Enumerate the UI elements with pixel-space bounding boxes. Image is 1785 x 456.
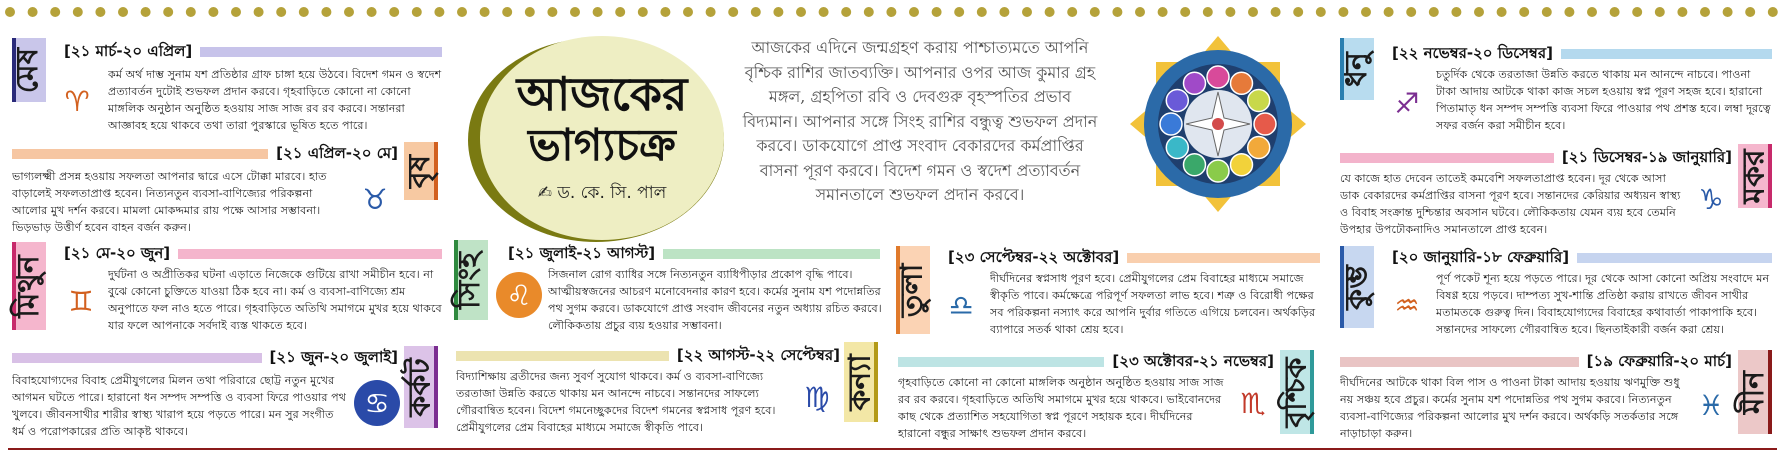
border-dot (999, 7, 1009, 17)
sign-bar-kumbha (1577, 253, 1772, 263)
border-dot (141, 7, 151, 17)
border-dot (1361, 7, 1371, 17)
wheel-sign-disc (1166, 90, 1188, 112)
border-dot (615, 7, 625, 17)
border-dot (457, 7, 467, 17)
wheel-sign-disc (1207, 160, 1229, 182)
sign-date-kanya: [২২ আগস্ট-২২ সেপ্টেম্বর] (676, 345, 840, 364)
pen-icon: ✍ (537, 183, 552, 203)
gemini-icon: ♊ (68, 284, 94, 318)
border-dot (1542, 7, 1552, 17)
border-dot (547, 7, 557, 17)
sign-date-brish: [২১ এপ্রিল-২০ মে] (276, 143, 398, 162)
sign-date-dhanu: [২২ নভেম্বর-২০ ডিসেম্বর] (1392, 43, 1553, 62)
border-dot (1203, 7, 1213, 17)
border-dot (1384, 7, 1394, 17)
dotted-border (0, 4, 1785, 20)
sign-date-meen: [১৯ ফেব্রুয়ারি-২০ মার্চ] (1586, 351, 1732, 370)
sign-tab-karkat: কর্কট (404, 346, 438, 428)
title-disc (480, 36, 724, 240)
border-dot (796, 7, 806, 17)
sign-date-karkat: [২১ জুন-২০ জুলাই] (269, 347, 398, 366)
sign-bar-meen (1340, 357, 1579, 367)
sign-header-tula (948, 248, 1320, 268)
border-dot (1700, 7, 1710, 17)
border-dot (412, 7, 422, 17)
border-dot (1406, 7, 1416, 17)
author-byline (538, 180, 667, 208)
border-dot (50, 7, 60, 17)
sign-date-tula: [২৩ সেপ্টেম্বর-২২ অক্টোবর] (948, 247, 1120, 266)
border-dot (1587, 7, 1597, 17)
page-title-line1: আজকের (516, 67, 688, 121)
aquarius-icon: ♒ (1394, 288, 1420, 322)
sign-date-mesh: [২১ মার্চ-২০ এপ্রিল] (64, 41, 193, 60)
border-dot (660, 7, 670, 17)
border-dot (683, 7, 693, 17)
border-dot (1677, 7, 1687, 17)
border-dot (5, 7, 15, 17)
sign-tab-brishchik: বৃশ্চিক (1280, 350, 1314, 434)
sign-tab-makar: মকর (1738, 144, 1772, 208)
border-dot (1497, 7, 1507, 17)
sign-bar-karkat (12, 353, 262, 363)
sign-header-karkat (12, 348, 398, 368)
border-dot (1655, 7, 1665, 17)
sign-header-kumbha (1392, 248, 1772, 268)
sign-date-mithun: [২১ মে-২০ জুন] (64, 243, 171, 262)
wheel-sign-disc (1254, 113, 1276, 135)
sign-header-kanya (456, 346, 840, 366)
sign-tab-tula: তুলা (896, 246, 930, 334)
scorpio-icon: ♏ (1240, 386, 1266, 420)
border-dot (321, 7, 331, 17)
sign-text-mithun: দুর্ঘটনা ও অপ্রীতিকর ঘটনা এড়াতে নিজেকে গুটিয়ে রাখা সমীচীন হবে। না বুঝে কোনো চুক্তিতে যাওয়া ঠিক হবে না। কর্ম ও ব্যবসা-বাণিজ্যে শ্রম অনুপাতে ফল নাও হতে পারে। গৃহবাড়িতে অতিথি সমাগমে মুখর হয়ে থাকবে যার ফলে আপনাকে সর্বদাই ব্যস্ত থাকতে হবে। (108, 268, 442, 332)
border-dot (1022, 7, 1032, 17)
border-dot (954, 7, 964, 17)
border-dot (480, 7, 490, 17)
border-dot (276, 7, 286, 17)
border-dot (593, 7, 603, 17)
border-dot (1271, 7, 1281, 17)
border-dot (389, 7, 399, 17)
wheel-sign-disc (1184, 154, 1206, 176)
taurus-icon: ♉ (362, 182, 388, 216)
border-dot (525, 7, 535, 17)
sign-bar-brishchik (898, 357, 1104, 367)
pisces-icon: ♓ (1698, 388, 1724, 422)
sign-tab-dhanu: ধনু (1340, 38, 1374, 100)
sign-text-dhanu: চতুর্দিক থেকে তরতাজা উন্নতি করতে থাকায় মন আনন্দে নাচবে। পাওনা টাকা আদায় আটকে থাকা কাজ সচল হওয়ায় স্বপ্ন পূরণ সহজ হবে। হারানো পিতামাতৃ ধন সম্পদ সম্পত্তি ব্যবসা ফিরে পাওয়ার পথ প্রশস্ত হবে। লম্বা দূরত্বে সফর বর্জন করা সমীচীন হবে। (1436, 68, 1771, 132)
wheel-sign-disc (1166, 137, 1188, 159)
border-dot (208, 7, 218, 17)
border-dot (1225, 7, 1235, 17)
leo-icon: ♌ (496, 272, 542, 318)
border-dot (254, 7, 264, 17)
wheel-sign-disc (1160, 113, 1182, 135)
border-dot (1112, 7, 1122, 17)
border-dot (367, 7, 377, 17)
sign-tab-mesh: মেষ (12, 38, 46, 102)
sign-header-meen (1340, 352, 1732, 372)
sign-text-tula: দীর্ঘদিনের স্বপ্নসাধ পূরণ হবে। প্রেমীযুগলের প্রেম বিবাহের মাধ্যমে সমাজে স্বীকৃতি পাবে। কর্মক্ষেত্রে পরিপূর্ণ সফলতা লাভ হবে। শত্রু ও বিরোধী পক্ষের সব পরিকল্পনা নস্যাৎ করে আপনি দুর্বার গতিতে এগিয়ে চলবেন। অর্থকড়ির ব্যাপারে সতর্ক থাকা শ্রেয় হবে। (990, 272, 1316, 336)
virgo-icon: ♍ (804, 380, 830, 414)
border-dot (1564, 7, 1574, 17)
cancer-icon: ♋ (354, 380, 400, 426)
border-dot (909, 7, 919, 17)
sign-bar-mesh (200, 47, 442, 57)
border-dot (1451, 7, 1461, 17)
libra-icon: ♎ (948, 288, 974, 322)
border-dot (1474, 7, 1484, 17)
border-dot (1429, 7, 1439, 17)
sign-bar-mithun (178, 249, 442, 259)
border-dot (231, 7, 241, 17)
border-dot (1610, 7, 1620, 17)
border-dot (1045, 7, 1055, 17)
sagittarius-icon: ♐ (1394, 86, 1420, 120)
border-dot (1067, 7, 1077, 17)
intro-paragraph: আজকের এদিনে জন্মগ্রহণ করায় পাশ্চাত্যমতে আপনি বৃশ্চিক রাশির জাতব্যক্তি। আপনার ওপর আজ কুমার গ্রহ মঙ্গল, গ্রহপিতা রবি ও দেবগুরু বৃহস্পতির প্রভাব বিদ্যমান। আপনার সঙ্গে সিংহ রাশির বন্ধুত্ব শুভফল প্রদান করবে। ডাকযোগে প্রাপ্ত সংবাদ বেকারদের কর্মপ্রাপ্তির বাসনা পূরণ করবে। বিদেশ গমন ও স্বদেশ প্রত্যাবর্তন সমানতালে শুভফল প্রদান করবে। (742, 38, 1098, 204)
border-dot (186, 7, 196, 17)
sign-header-mesh (64, 42, 442, 62)
sign-header-singha (508, 244, 880, 264)
border-dot (751, 7, 761, 17)
border-dot (1316, 7, 1326, 17)
sign-bar-kanya (456, 351, 669, 361)
border-dot (1632, 7, 1642, 17)
sign-text-kumbha: পূর্ণ পকেট শূন্য হয়ে পড়তে পারে। দূর থেকে আসা কোনো অপ্রিয় সংবাদে মন বিষণ্ণ হয়ে পড়বে। দাম্পত্য সুখ-শান্তি প্রতিষ্ঠা করায় রাখতে জীবন সাথীর মতামতকে গুরুত্ব দিন। বিবাহযোগ্যদের বিবাহের কথাবার্তা পাকাপাকি হবে। সন্তানদের সাফল্যে গৌরবান্বিত হবে। ছিনতাইকারী বর্জন করা শ্রেয়। (1436, 272, 1770, 336)
sign-tab-kanya: কন্যা (844, 342, 878, 422)
sign-header-brish (12, 144, 398, 164)
sign-header-dhanu (1392, 44, 1772, 64)
border-dot (977, 7, 987, 17)
sign-tab-brish: বৃষ (404, 142, 438, 200)
border-dot (819, 7, 829, 17)
sign-text-makar: যে কাজে হাত দেবেন তাতেই কমবেশি সফলতাপ্রাপ্ত হবেন। দূর থেকে আসা ডাক বেকারদের কর্মপ্রাপ্তির বাসনা পূরণ হবে। সন্তানদের কেরিয়ার অধ্যয়ন স্বাস্থ্য ও বিবাহ সংক্রান্ত দুশ্চিন্তার অবসান ঘটবে। লৌকিকতায় যেমন ব্যয় হবে তেমনি উপহার উপঢৌকনাদিও সমানতালে প্রাপ্ত হবেন। (1340, 172, 1681, 236)
sign-text-mesh: কর্ম অর্থ দাম্ভ সুনাম যশ প্রতিষ্ঠার গ্রাফ চাঙ্গা হয়ে উঠবে। বিদেশ গমন ও স্বদেশ প্রত্যাবর্তন দুটোই শুভফল প্রদান করবে। গৃহবাড়িতে কোনো না কোনো মাঙ্গলিক অনুষ্ঠান অনুষ্ঠিত হওয়ায় সাজ সাজ রব রব করবে। সন্তানরা আজ্ঞাবহ হয়ে থাকবে তথা তারা পুরস্কারে ভূষিত হতে পারে। (108, 68, 442, 132)
border-dot (163, 7, 173, 17)
sign-text-meen: দীর্ঘদিনের আটকে থাকা বিল পাস ও পাওনা টাকা আদায় হওয়ায় ঋণমুক্তি শুধু নয় সঞ্চয় হবে প্রচুর। কর্মের সুনাম যশ পদোন্নতির পথ সুগম করবে। নিত্যনতুন ব্যবসা-বাণিজ্যের পরিকল্পনা আলোর মুখ দর্শন করবে। অর্থকড়ি সতর্কতার সঙ্গে নাড়াচাড়া করুন। (1340, 376, 1680, 440)
border-dot (1338, 7, 1348, 17)
bottom-rule (8, 448, 1777, 450)
border-dot (932, 7, 942, 17)
wheel-sign-disc (1248, 90, 1270, 112)
sign-header-makar (1340, 148, 1732, 168)
wheel-sign-disc (1231, 72, 1253, 94)
border-dot (1745, 7, 1755, 17)
wheel-sign-disc (1184, 72, 1206, 94)
sign-text-brish: ভাগ্যলক্ষ্মী প্রসন্ন হওয়ায় সফলতা আপনার দ্বারে এসে টোক্কা মারবে। হাত বাড়ালেই সফলতাপ্রাপ্ত হবেন। নিত্যনতুন ব্যবসা-বাণিজ্যের পরিকল্পনা আলোর মুখ দর্শন করবে। মামলা মোকদ্দমার রায় পক্ষে আসার সম্ভাবনা। ভিড়ভাড় উত্তীর্ণ হবেন বাহন বর্জন করুন। (12, 170, 327, 234)
sign-date-kumbha: [২০ জানুয়ারি-১৮ ফেব্রুয়ারি] (1392, 247, 1570, 266)
border-dot (344, 7, 354, 17)
border-dot (1135, 7, 1145, 17)
border-dot (864, 7, 874, 17)
border-dot (1158, 7, 1168, 17)
sign-bar-singha (663, 249, 880, 259)
capricorn-icon: ♑ (1698, 182, 1724, 216)
border-dot (841, 7, 851, 17)
sign-text-karkat: বিবাহযোগ্যদের বিবাহ প্রেমীযুগলের মিলন তথা পরিবারে ছোট্ট নতুন মুখের আগমন ঘটতে পারে। হারানো ধন সম্পদ সম্পত্তি ও ব্যবসা ফিরে পাওয়ার পথ খুলবে। জীবনসাথীর শারীর স্বাস্থ্য খারাপ হয়ে পড়তে পারে। মন সুর সংগীত ধর্ম ও পরোপকারের প্রতি আকৃষ্ট থাকবে। (12, 374, 346, 438)
sign-tab-meen: মীন (1738, 350, 1772, 434)
sign-tab-singha: সিংহ (454, 240, 488, 320)
border-dot (28, 7, 38, 17)
border-dot (706, 7, 716, 17)
border-dot (95, 7, 105, 17)
border-dot (299, 7, 309, 17)
sign-date-brishchik: [২৩ অক্টোবর-২১ নভেম্বর] (1112, 351, 1274, 370)
sign-bar-makar (1340, 153, 1554, 163)
sign-header-mithun (64, 244, 442, 264)
wheel-sign-disc (1231, 154, 1253, 176)
border-dot (1248, 7, 1258, 17)
border-dot (1768, 7, 1778, 17)
sign-bar-tula (1127, 253, 1320, 263)
border-dot (638, 7, 648, 17)
border-dot (434, 7, 444, 17)
border-dot (1180, 7, 1190, 17)
border-dot (73, 7, 83, 17)
author-name: ড. কে. সি. পাল (557, 183, 667, 203)
page-title-line2: ভাগ্যচক্র (528, 120, 676, 171)
border-dot (118, 7, 128, 17)
sign-text-kanya: বিদ্যাশিক্ষায় ব্রতীদের জন্য সুবর্ণ সুযোগ থাকবে। কর্ম ও ব্যবসা-বাণিজ্যে তরতাজা উন্নতি করতে থাকায় মন আনন্দে নাচবে। সন্তানদের সাফল্যে গৌরবান্বিত হবেন। বিদেশ গমনেচ্ছুকদের বিদেশ গমনের স্বপ্নসাধ পূরণ হবে। প্রেমীযুগলের প্রেম বিবাহের মাধ্যমে সমাজে স্বীকৃতি পাবে। (456, 370, 776, 434)
border-dot (502, 7, 512, 17)
sign-date-singha: [২১ জুলাই-২১ আগস্ট] (508, 243, 656, 262)
wheel-sign-disc (1248, 137, 1270, 159)
sign-header-brishchik (898, 352, 1274, 372)
border-dot (570, 7, 580, 17)
zodiac-wheel-image (1128, 34, 1308, 214)
sign-text-singha: সিজনাল রোগ ব্যাধির সঙ্গে নিত্যনতুন ব্যাধিপীড়ার প্রকোপ বৃদ্ধি পাবে। আত্মীয়স্বজনের আচরণ মনোবেদনার কারণ হবে। কর্মের সুনাম যশ পদোন্নতির পথ সুগম করবে। ডাকযোগে প্রাপ্ত সংবাদ জীবনের নতুন অধ্যায় রচিত করবে। লৌকিকতায় প্রচুর ব্যয় হওয়ার সম্ভাবনা। (548, 268, 882, 332)
border-dot (1293, 7, 1303, 17)
aries-icon: ♈ (64, 84, 90, 118)
border-dot (1519, 7, 1529, 17)
sign-date-makar: [২১ ডিসেম্বর-১৯ জানুয়ারি] (1561, 147, 1732, 166)
sign-bar-brish (12, 149, 268, 159)
border-dot (886, 7, 896, 17)
border-dot (773, 7, 783, 17)
border-dot (728, 7, 738, 17)
sign-tab-mithun: মিথুন (12, 242, 46, 330)
border-dot (1723, 7, 1733, 17)
sign-tab-kumbha: কুম্ভ (1340, 246, 1374, 328)
sign-text-brishchik: গৃহবাড়িতে কোনো না কোনো মাঙ্গলিক অনুষ্ঠান অনুষ্ঠিত হওয়ায় সাজ সাজ রব রব করবে। গৃহবাড়িতে অতিথি সমাগমে মুখর হয়ে থাকবে। ভাইবোনদের কাছ থেকে প্রত্যাশিত সহযোগিতা স্বপ্ন পূরণে সহায়ক হবে। দীর্ঘদিনের হারানো বন্ধুর সাক্ষাৎ শুভফল প্রদান করবে। (898, 376, 1224, 440)
border-dot (1090, 7, 1100, 17)
wheel-sign-disc (1207, 66, 1229, 88)
sign-bar-dhanu (1561, 49, 1772, 59)
